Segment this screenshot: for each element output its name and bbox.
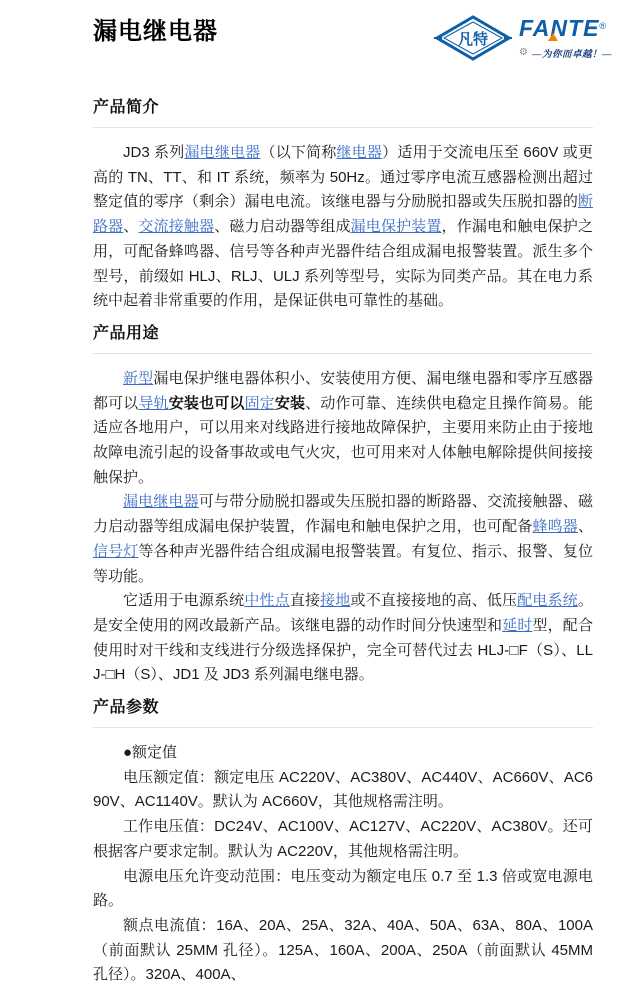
paragraph (93, 766, 593, 815)
registered-mark: ® (599, 21, 607, 31)
text-run: 漏电保护继电器体积小、安装使用方便、漏电继电器和零序互感器都可以 (93, 369, 593, 412)
paragraph (93, 741, 593, 766)
text-run: 、 (123, 218, 139, 236)
text-run: 等各种声光器件结合组成漏电报警装置。有复位、指示、报警、复位等功能。 (93, 542, 593, 585)
text-run: ）适用于交流电压至 660V 或更高的 TN、TT、和 IT 系统，频率为 50Hz。通过零序电流互感器检测出超过整定值的零序（剩余）漏电电流。该继电器与分励脱扣器或失压脱扣器的 (93, 144, 593, 211)
paragraph (93, 815, 593, 864)
brand-row (519, 16, 612, 44)
inline-link[interactable]: 延时 (502, 616, 533, 634)
inline-link[interactable]: 继电器 (336, 144, 383, 161)
section-body (93, 741, 593, 988)
section-product-usage (93, 323, 593, 688)
inline-link[interactable]: 蜂鸣器 (532, 518, 578, 536)
inline-link[interactable]: 断路器 (93, 193, 593, 236)
section-body (93, 141, 593, 314)
section-divider (93, 353, 593, 354)
text-run: 电源电压允许变动范围：电压变动为额定电压 0.7 至 1.3 倍或宽电源电路。 (93, 867, 593, 910)
text-run: 直接 (289, 592, 321, 610)
inline-link[interactable]: 导轨 (138, 394, 169, 412)
inline-link[interactable]: 漏电继电器 (123, 493, 199, 511)
inline-link[interactable]: 配电系统 (517, 592, 578, 610)
text-run: （以下简称 (260, 144, 337, 161)
text-run: 它适用于电源系统 (123, 592, 245, 610)
logo-wordmark-block (519, 14, 612, 60)
paragraph (93, 367, 593, 491)
tagline-row (519, 46, 612, 60)
paragraph (93, 865, 593, 914)
document-content (0, 97, 644, 988)
text-run: 或不直接接地的高、低压 (350, 592, 518, 610)
logo-mark-text: 凡特 (458, 31, 489, 48)
brand-logo (434, 14, 612, 62)
text-run: ●额定值 (123, 744, 178, 762)
section-body (93, 367, 593, 688)
section-heading: 产品简介 (93, 99, 160, 116)
text-run: 、 (577, 518, 593, 536)
text-run: ，作漏电和触电保护之用，可配备蜂鸣器、信号等各种声光器件结合组成漏电报警装置。派生多个型号，前缀如 HLJ、RLJ、ULJ 系列等型号，实际为同类产品。其在电力系统中起着非常重要的作用，是保证供电可靠性的基础。 (93, 218, 593, 310)
text-run: 型，配合使用时对干线和支线进行分级选择保护，完全可替代过去 HLJ-□F（S）、LLJ-□H（S）、JD1 及 JD3 系列漏电继电器。 (93, 616, 593, 684)
text-run: 电压额定值：额定电压 AC220V、AC380V、AC440V、AC660V、AC690V、AC1140V。默认为 AC660V，其他规格需注明。 (93, 768, 593, 811)
text-run: JD3 系列 (123, 144, 185, 161)
paragraph (93, 914, 593, 988)
brand-accent-triangle (548, 33, 558, 41)
text-run: 可与带分励脱扣器或失压脱扣器的断路器、交流接触器、磁力启动器等组成漏电保护装置，作漏电和触电保护之用，也可配备 (93, 493, 593, 536)
text-run: 额点电流值：16A、20A、25A、32A、40A、50A、63A、80A、100A（前面默认 25MM 孔径）。125A、160A、200A、250A（前面默认 45MM 孔径）。320A、400A、 (93, 916, 593, 984)
inline-link[interactable]: 信号灯 (93, 542, 139, 560)
bold-text: 安装 (274, 394, 306, 412)
inline-link[interactable]: 固定 (244, 394, 275, 412)
section-divider (93, 127, 593, 128)
text-run: 、磁力启动器等组成 (214, 218, 351, 236)
gear-icon: ⚙ (519, 47, 528, 58)
page-header (0, 14, 644, 64)
diamond-logo-icon (434, 14, 512, 62)
inline-link[interactable]: 中性点 (244, 592, 290, 610)
text-run: 工作电压值：DC24V、AC100V、AC127V、AC220V、AC380V。还可根据客户要求定制。默认为 AC220V，其他规格需注明。 (93, 818, 593, 860)
brand-wordmark: FANTE (519, 15, 600, 41)
section-divider (93, 727, 593, 728)
inline-link[interactable]: 交流接触器 (138, 218, 215, 236)
bold-text: 安装也可以 (168, 394, 245, 412)
inline-link[interactable]: 漏电保护装置 (350, 218, 442, 236)
page-title: 漏电继电器 (93, 18, 218, 45)
text-run: 、动作可靠、连续供电稳定且操作简易。能适应各地用户，可以用来对线路进行接地故障保护，主要用来防止由于接地故障电流引起的设备事故或电气火灾，也可用来对人体触电解除提供间接接触保护。 (93, 394, 593, 486)
section-product-parameters (93, 697, 593, 988)
paragraph (93, 141, 593, 314)
inline-link[interactable]: 新型 (123, 369, 154, 387)
paragraph (93, 589, 593, 688)
inline-link[interactable]: 漏电继电器 (184, 144, 261, 161)
brand-tagline: —为你而卓越！— (531, 50, 612, 60)
paragraph (93, 490, 593, 589)
text-run: 。是安全使用的网改最新产品。该继电器的动作时间分快速型和 (93, 592, 593, 634)
inline-link[interactable]: 接地 (320, 592, 351, 610)
section-product-intro (93, 97, 593, 314)
section-heading: 产品参数 (93, 699, 160, 717)
section-heading: 产品用途 (93, 324, 160, 342)
